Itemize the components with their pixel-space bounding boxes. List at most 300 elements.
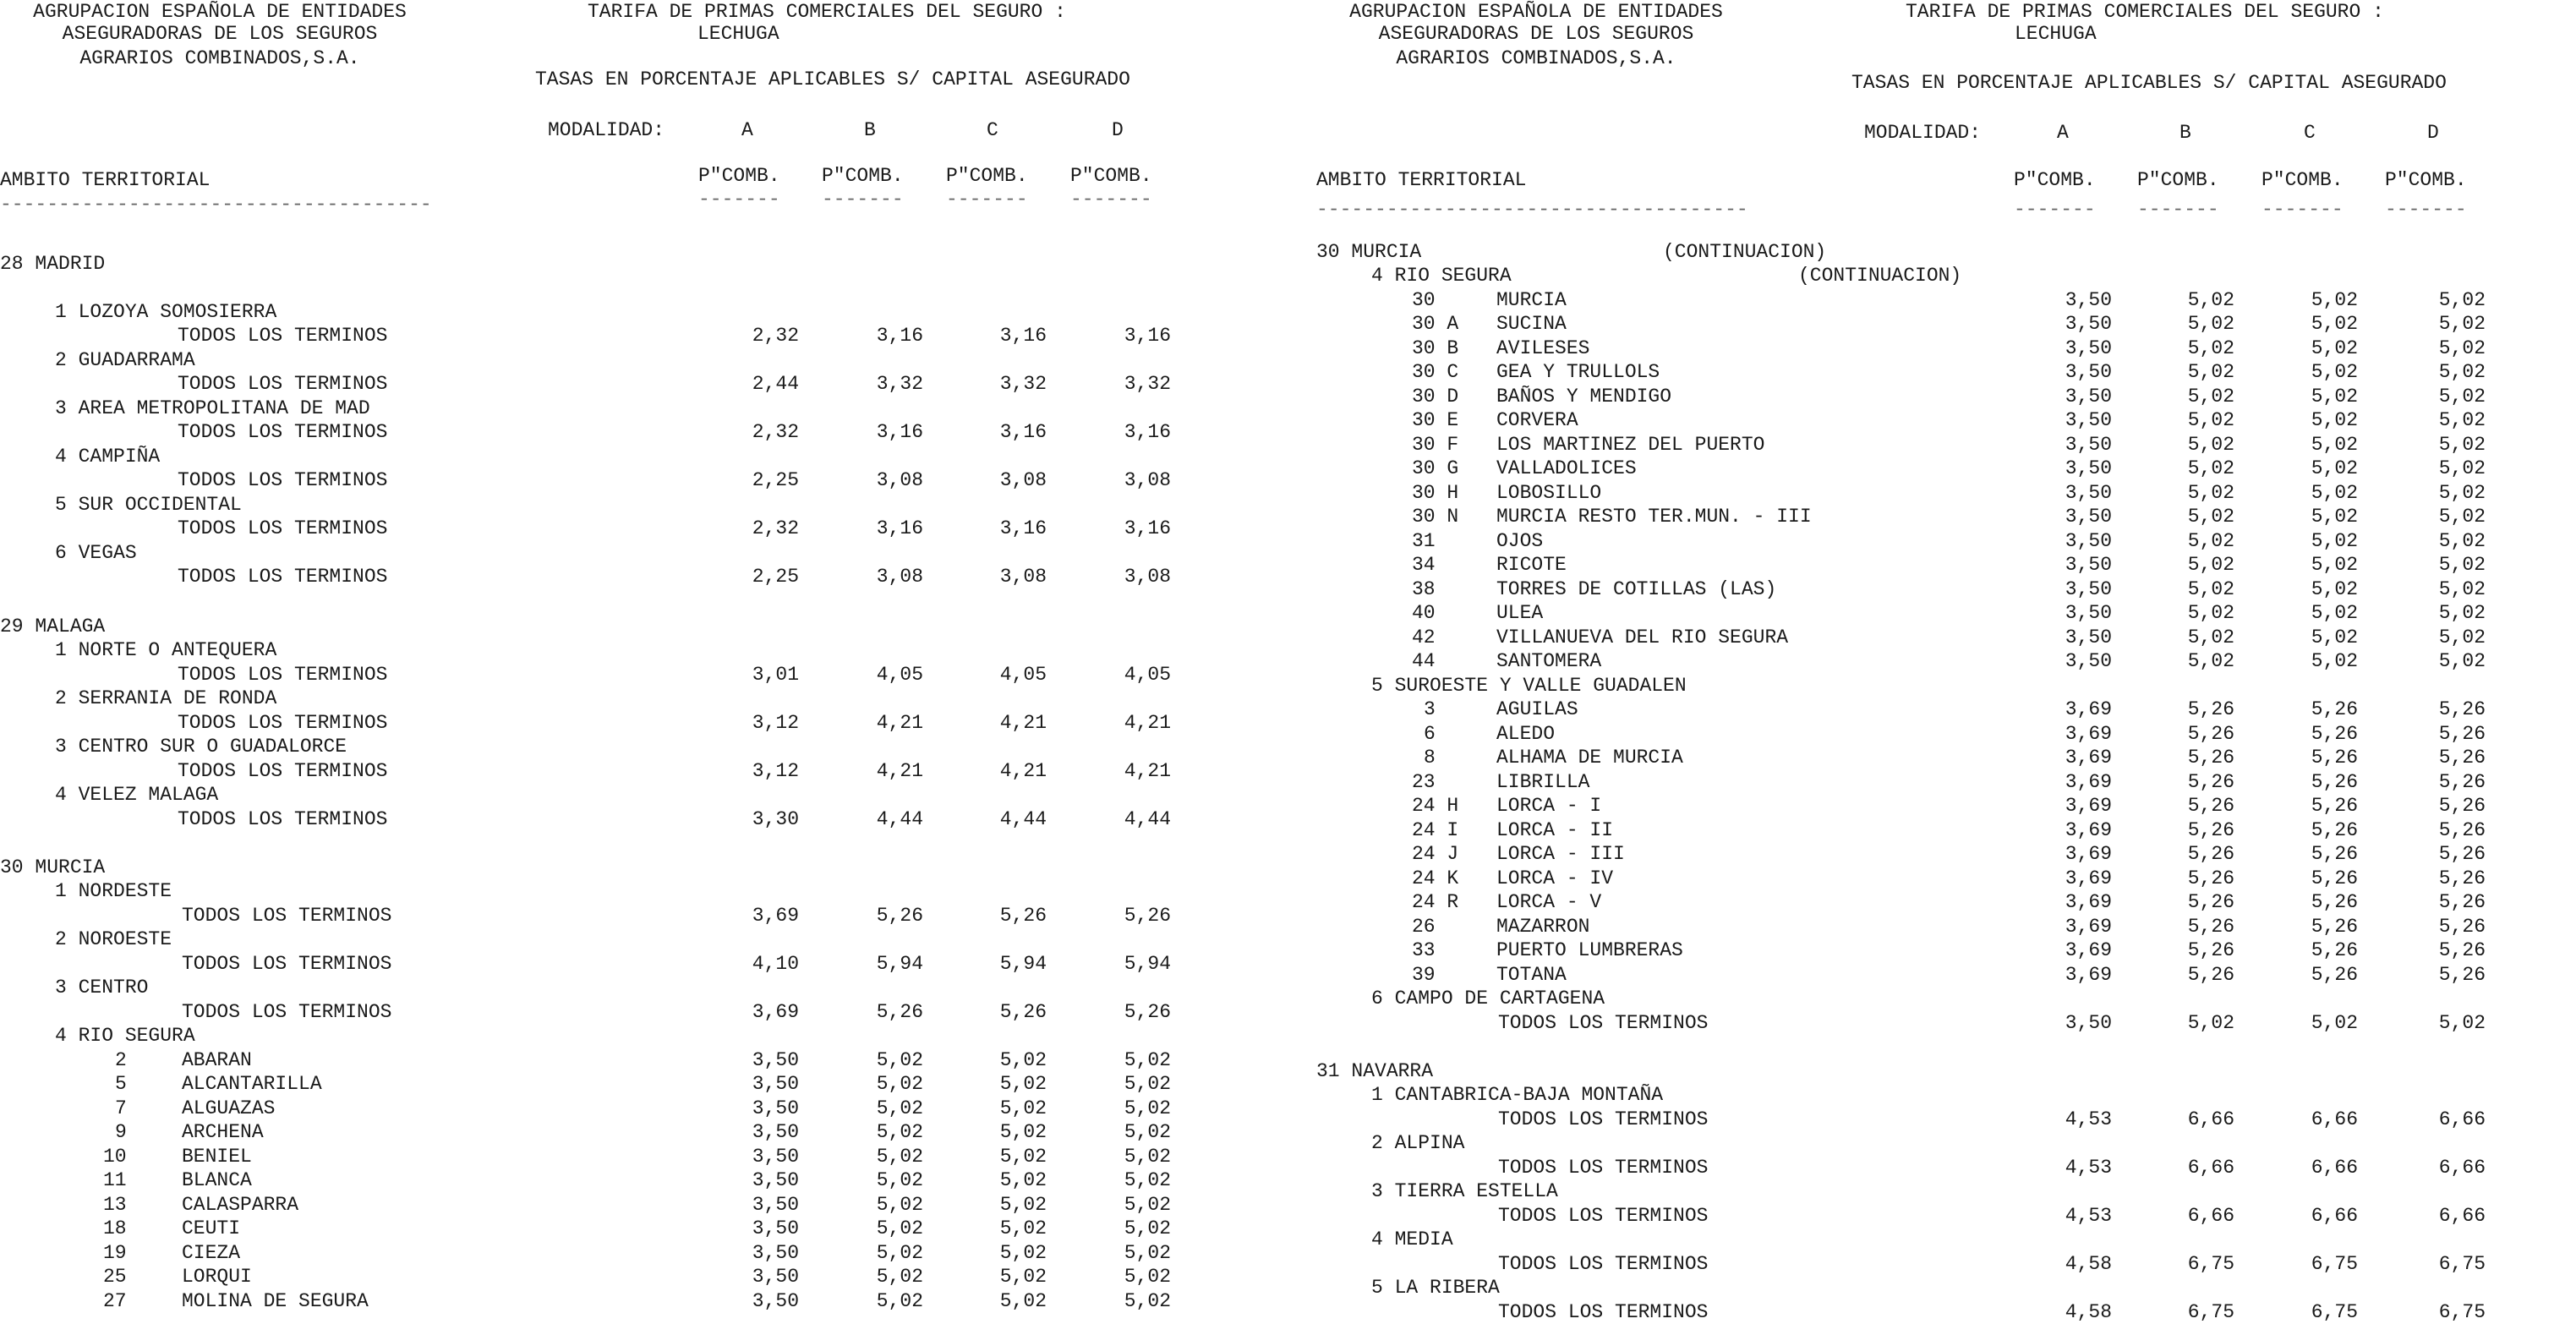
rate-value-c: 5,02 (2311, 289, 2358, 311)
zone-code: 30 B (1412, 337, 1459, 359)
zone-name: LORCA - I (1496, 795, 1602, 817)
rate-value-b: 5,94 (876, 953, 923, 975)
rate-value-a: 3,50 (752, 1242, 799, 1264)
modalidad-b: B (864, 119, 876, 141)
rate-value-a: 2,44 (752, 373, 799, 395)
rate-value-c: 5,02 (999, 1194, 1047, 1216)
rate-value-d: 5,26 (2438, 891, 2486, 913)
rate-value-c: 5,26 (2311, 843, 2358, 865)
rate-value-c: 5,26 (2311, 771, 2358, 793)
ambito-header: AMBITO TERRITORIAL (1316, 169, 1527, 191)
rate-value-d: 5,02 (2438, 602, 2486, 624)
rate-value-a: 3,50 (2065, 386, 2112, 408)
rate-value-d: 5,02 (2438, 289, 2486, 311)
zone-code: 10 (103, 1146, 127, 1168)
zone-code: 30 H (1412, 482, 1459, 504)
rate-value-a: 3,69 (752, 1001, 799, 1023)
zone-code: 38 (1412, 578, 1436, 600)
rate-value-c: 5,26 (999, 1001, 1047, 1023)
all-terms-label: TODOS LOS TERMINOS (178, 421, 388, 443)
rate-value-b: 3,16 (876, 325, 923, 347)
rate-value-a: 3,69 (2065, 795, 2112, 817)
rate-value-b: 5,02 (876, 1217, 923, 1239)
zone-name: LORCA - IV (1496, 867, 1614, 889)
rate-value-b: 4,44 (876, 808, 923, 830)
rate-value-d: 5,26 (2438, 819, 2486, 841)
rule-col-b: ------- (822, 189, 904, 211)
all-terms-label: TODOS LOS TERMINOS (1498, 1108, 1709, 1130)
rate-value-c: 5,26 (2311, 939, 2358, 961)
rate-value-a: 3,50 (2065, 313, 2112, 335)
zone-code: 44 (1412, 650, 1436, 672)
rate-value-a: 3,50 (752, 1146, 799, 1168)
rate-value-c: 5,02 (2311, 530, 2358, 552)
zone-code: 11 (103, 1169, 127, 1191)
rate-value-b: 5,02 (876, 1097, 923, 1119)
zone-name: ALHAMA DE MURCIA (1496, 747, 1683, 769)
rate-value-d: 6,66 (2438, 1157, 2486, 1179)
rate-value-d: 5,26 (2438, 843, 2486, 865)
rate-value-d: 5,02 (2438, 337, 2486, 359)
zone-name: GEA Y TRULLOLS (1496, 361, 1660, 383)
zone-code: 5 (115, 1073, 127, 1095)
rate-value-b: 5,26 (876, 1001, 923, 1023)
zone-code: 19 (103, 1242, 127, 1264)
province-heading: 28 MADRID (0, 253, 106, 275)
comarca-heading: 4 RIO SEGURA (1371, 265, 1512, 287)
rate-value-d: 5,02 (1124, 1097, 1171, 1119)
zone-code: 24 J (1412, 843, 1459, 865)
rate-value-d: 5,26 (1124, 905, 1171, 927)
rate-value-a: 3,50 (2065, 650, 2112, 672)
zone-code: 40 (1412, 602, 1436, 624)
rate-value-b: 5,02 (876, 1146, 923, 1168)
all-terms-label: TODOS LOS TERMINOS (178, 566, 388, 588)
rate-value-b: 5,26 (2187, 819, 2234, 841)
zone-code: 24 I (1412, 819, 1459, 841)
rate-value-a: 3,50 (2065, 361, 2112, 383)
modalidad-a: A (2057, 122, 2069, 144)
comarca-heading: 3 CENTRO SUR O GUADALORCE (55, 736, 347, 758)
rate-value-c: 6,66 (2311, 1157, 2358, 1179)
zone-name: BLANCA (182, 1169, 252, 1191)
modalidad-b: B (2179, 122, 2191, 144)
rate-value-c: 5,02 (999, 1121, 1047, 1143)
rate-value-b: 6,66 (2187, 1108, 2234, 1130)
rate-value-b: 5,26 (2187, 916, 2234, 938)
rate-value-b: 5,02 (2187, 530, 2234, 552)
zone-code: 3 (1424, 698, 1436, 720)
zone-code: 27 (103, 1290, 127, 1312)
rate-value-a: 3,50 (2065, 554, 2112, 576)
rate-value-a: 3,12 (752, 712, 799, 734)
rate-value-a: 2,32 (752, 421, 799, 443)
zone-code: 42 (1412, 626, 1436, 648)
rate-value-c: 5,26 (2311, 964, 2358, 986)
rate-value-d: 4,21 (1124, 760, 1171, 782)
rate-value-b: 5,02 (2187, 602, 2234, 624)
zone-name: CIEZA (182, 1242, 241, 1264)
rate-value-d: 5,26 (2438, 867, 2486, 889)
rule-ambito: ------------------------------------- (1316, 199, 1748, 221)
zone-name: AVILESES (1496, 337, 1590, 359)
rate-value-b: 3,16 (876, 517, 923, 539)
rate-value-c: 5,26 (2311, 795, 2358, 817)
rate-value-b: 5,02 (2187, 289, 2234, 311)
rate-value-a: 3,69 (2065, 723, 2112, 745)
rate-value-d: 5,26 (1124, 1001, 1171, 1023)
org-line-2: ASEGURADORAS DE LOS SEGUROS (62, 23, 378, 45)
comarca-heading: 5 LA RIBERA (1371, 1277, 1500, 1299)
rule-col-c: ------- (946, 189, 1028, 211)
comarca-heading: 6 VEGAS (55, 542, 137, 564)
rate-value-c: 5,02 (999, 1242, 1047, 1264)
rate-value-d: 5,02 (2438, 313, 2486, 335)
comarca-heading: 1 NORDESTE (55, 880, 172, 902)
continuation-note: (CONTINUACION) (1798, 265, 1962, 287)
rate-value-a: 4,53 (2065, 1108, 2112, 1130)
comarca-heading: 1 LOZOYA SOMOSIERRA (55, 301, 277, 323)
comarca-heading: 2 GUADARRAMA (55, 349, 195, 371)
col-header-c: P"COMB. (2262, 169, 2344, 191)
rate-value-b: 5,02 (2187, 650, 2234, 672)
rule-col-b: ------- (2137, 199, 2219, 221)
rate-value-b: 6,75 (2187, 1253, 2234, 1275)
rate-value-c: 5,02 (999, 1217, 1047, 1239)
zone-code: 39 (1412, 964, 1436, 986)
rate-value-d: 5,02 (1124, 1217, 1171, 1239)
rate-value-d: 5,94 (1124, 953, 1171, 975)
rate-value-c: 4,21 (999, 760, 1047, 782)
rate-value-b: 5,02 (2187, 409, 2234, 431)
all-terms-label: TODOS LOS TERMINOS (178, 712, 388, 734)
zone-code: 24 K (1412, 867, 1459, 889)
rate-value-d: 5,02 (2438, 361, 2486, 383)
rate-value-b: 6,75 (2187, 1301, 2234, 1323)
province-heading: 29 MALAGA (0, 615, 106, 637)
rate-value-d: 5,26 (2438, 771, 2486, 793)
comarca-heading: 2 SERRANIA DE RONDA (55, 687, 277, 709)
rate-value-d: 5,02 (2438, 386, 2486, 408)
all-terms-label: TODOS LOS TERMINOS (178, 373, 388, 395)
modalidad-c: C (987, 119, 998, 141)
rate-value-b: 5,26 (2187, 964, 2234, 986)
rate-value-a: 3,50 (752, 1217, 799, 1239)
zone-code: 23 (1412, 771, 1436, 793)
rate-value-a: 4,53 (2065, 1205, 2112, 1227)
rate-value-b: 5,02 (2187, 554, 2234, 576)
rate-value-b: 5,02 (2187, 386, 2234, 408)
rate-value-b: 6,66 (2187, 1205, 2234, 1227)
rate-value-d: 5,02 (2438, 626, 2486, 648)
rate-value-a: 3,69 (2065, 843, 2112, 865)
rate-value-c: 5,02 (999, 1146, 1047, 1168)
ambito-header: AMBITO TERRITORIAL (0, 169, 211, 191)
zone-name: ARCHENA (182, 1121, 264, 1143)
zone-name: VALLADOLICES (1496, 457, 1637, 479)
rate-value-a: 3,50 (752, 1290, 799, 1312)
zone-name: AGUILAS (1496, 698, 1578, 720)
rate-value-b: 5,02 (2187, 578, 2234, 600)
rate-value-d: 3,16 (1124, 421, 1171, 443)
tarifa-title: TARIFA DE PRIMAS COMERCIALES DEL SEGURO : (588, 1, 1066, 23)
rate-value-b: 5,02 (2187, 361, 2234, 383)
rate-value-a: 3,50 (2065, 578, 2112, 600)
rate-value-b: 5,02 (876, 1194, 923, 1216)
zone-code: 26 (1412, 916, 1436, 938)
comarca-heading: 3 CENTRO (55, 977, 149, 998)
zone-name: LORCA - V (1496, 891, 1602, 913)
rate-value-c: 3,16 (999, 517, 1047, 539)
rate-value-d: 5,26 (2438, 964, 2486, 986)
rate-value-d: 4,44 (1124, 808, 1171, 830)
rate-value-a: 3,69 (2065, 939, 2112, 961)
rate-value-c: 5,02 (999, 1266, 1047, 1288)
rate-value-b: 5,02 (2187, 457, 2234, 479)
modalidad-a: A (741, 119, 753, 141)
comarca-heading: 2 ALPINA (1371, 1132, 1465, 1154)
rate-value-a: 3,69 (2065, 891, 2112, 913)
tasas-line: TASAS EN PORCENTAJE APLICABLES S/ CAPITAL ASEGURADO (535, 68, 1130, 90)
comarca-heading: 2 NOROESTE (55, 928, 172, 950)
rate-value-d: 5,02 (1124, 1169, 1171, 1191)
rate-value-c: 6,66 (2311, 1205, 2358, 1227)
rate-value-c: 5,02 (2311, 386, 2358, 408)
org-line-1: AGRUPACION ESPAÑOLA DE ENTIDADES (1349, 1, 1723, 23)
zone-name: RICOTE (1496, 554, 1567, 576)
zone-code: 8 (1424, 747, 1436, 769)
tarifa-title: TARIFA DE PRIMAS COMERCIALES DEL SEGURO : (1906, 1, 2384, 23)
modalidad-d: D (2427, 122, 2439, 144)
rate-value-a: 2,25 (752, 566, 799, 588)
rate-value-c: 3,16 (999, 421, 1047, 443)
all-terms-label: TODOS LOS TERMINOS (178, 325, 388, 347)
all-terms-label: TODOS LOS TERMINOS (182, 1001, 392, 1023)
rate-value-a: 3,50 (2065, 289, 2112, 311)
rate-value-b: 6,66 (2187, 1157, 2234, 1179)
zone-code: 6 (1424, 723, 1436, 745)
rate-value-d: 5,26 (2438, 795, 2486, 817)
rate-value-c: 5,26 (2311, 867, 2358, 889)
all-terms-label: TODOS LOS TERMINOS (1498, 1301, 1709, 1323)
rate-value-c: 5,02 (999, 1097, 1047, 1119)
rate-value-a: 3,12 (752, 760, 799, 782)
col-header-d: P"COMB. (1070, 165, 1152, 187)
zone-code: 2 (115, 1049, 127, 1071)
all-terms-label: TODOS LOS TERMINOS (1498, 1253, 1709, 1275)
rule-col-d: ------- (2385, 199, 2467, 221)
zone-name: PUERTO LUMBRERAS (1496, 939, 1683, 961)
rate-value-b: 5,02 (2187, 337, 2234, 359)
all-terms-label: TODOS LOS TERMINOS (182, 953, 392, 975)
rate-value-c: 4,05 (999, 664, 1047, 686)
rate-value-d: 5,02 (2438, 506, 2486, 528)
rate-value-c: 3,32 (999, 373, 1047, 395)
all-terms-label: TODOS LOS TERMINOS (178, 664, 388, 686)
zone-name: MURCIA (1496, 289, 1567, 311)
rate-value-d: 4,21 (1124, 712, 1171, 734)
rate-value-d: 5,02 (1124, 1266, 1171, 1288)
rate-value-b: 3,08 (876, 566, 923, 588)
rate-value-c: 5,02 (999, 1169, 1047, 1191)
rate-value-a: 3,50 (752, 1266, 799, 1288)
rate-value-c: 5,02 (2311, 409, 2358, 431)
rate-value-d: 5,02 (2438, 530, 2486, 552)
rate-value-c: 5,26 (999, 905, 1047, 927)
comarca-heading: 4 VELEZ MALAGA (55, 784, 219, 806)
all-terms-label: TODOS LOS TERMINOS (182, 905, 392, 927)
all-terms-label: TODOS LOS TERMINOS (1498, 1205, 1709, 1227)
rate-value-b: 5,26 (2187, 698, 2234, 720)
rate-value-d: 3,32 (1124, 373, 1171, 395)
zone-code: 30 (1412, 289, 1436, 311)
rate-value-c: 5,02 (2311, 434, 2358, 456)
rate-value-b: 5,02 (876, 1169, 923, 1191)
tarifa-crop: LECHUGA (697, 23, 779, 45)
rate-value-c: 5,26 (2311, 747, 2358, 769)
rate-value-b: 5,02 (876, 1121, 923, 1143)
rate-value-d: 5,26 (2438, 747, 2486, 769)
page-left (0, 0, 1260, 1323)
rate-value-d: 5,02 (2438, 409, 2486, 431)
zone-name: CORVERA (1496, 409, 1578, 431)
rate-value-d: 3,08 (1124, 469, 1171, 491)
rate-value-d: 6,66 (2438, 1205, 2486, 1227)
rate-value-d: 5,02 (2438, 578, 2486, 600)
rate-value-d: 6,66 (2438, 1108, 2486, 1130)
rate-value-b: 4,05 (876, 664, 923, 686)
rate-value-d: 5,26 (2438, 698, 2486, 720)
rate-value-b: 5,02 (2187, 506, 2234, 528)
zone-name: MAZARRON (1496, 916, 1590, 938)
comarca-heading: 3 AREA METROPOLITANA DE MAD (55, 397, 370, 419)
zone-name: LOBOSILLO (1496, 482, 1602, 504)
zone-code: 34 (1412, 554, 1436, 576)
col-header-b: P"COMB. (822, 165, 904, 187)
rate-value-d: 5,02 (2438, 457, 2486, 479)
rate-value-c: 5,02 (2311, 337, 2358, 359)
all-terms-label: TODOS LOS TERMINOS (178, 760, 388, 782)
rate-value-b: 5,26 (2187, 843, 2234, 865)
rate-value-b: 5,02 (2187, 482, 2234, 504)
zone-name: MURCIA RESTO TER.MUN. - III (1496, 506, 1812, 528)
comarca-heading: 6 CAMPO DE CARTAGENA (1371, 988, 1605, 1009)
zone-name: TORRES DE COTILLAS (LAS) (1496, 578, 1777, 600)
rate-value-b: 5,26 (876, 905, 923, 927)
rate-value-a: 3,69 (2065, 698, 2112, 720)
rate-value-a: 3,50 (752, 1097, 799, 1119)
rule-ambito: ------------------------------------- (0, 194, 432, 216)
rate-value-d: 5,02 (2438, 1012, 2486, 1034)
comarca-heading: 5 SUROESTE Y VALLE GUADALEN (1371, 675, 1687, 697)
all-terms-label: TODOS LOS TERMINOS (178, 808, 388, 830)
modalidad-c: C (2304, 122, 2316, 144)
rate-value-b: 5,02 (876, 1242, 923, 1264)
rate-value-b: 5,02 (2187, 1012, 2234, 1034)
rate-value-c: 5,02 (2311, 626, 2358, 648)
rate-value-b: 4,21 (876, 760, 923, 782)
rate-value-a: 4,58 (2065, 1301, 2112, 1323)
rate-value-c: 5,02 (2311, 361, 2358, 383)
zone-name: VILLANUEVA DEL RIO SEGURA (1496, 626, 1789, 648)
rate-value-a: 4,53 (2065, 1157, 2112, 1179)
zone-code: 30 D (1412, 386, 1459, 408)
rate-value-d: 5,02 (2438, 434, 2486, 456)
zone-code: 30 F (1412, 434, 1459, 456)
rate-value-b: 3,16 (876, 421, 923, 443)
comarca-heading: 4 CAMPIÑA (55, 446, 161, 468)
col-header-a: P"COMB. (2014, 169, 2096, 191)
rate-value-d: 5,26 (2438, 916, 2486, 938)
rate-value-a: 3,69 (2065, 819, 2112, 841)
rate-value-b: 3,32 (876, 373, 923, 395)
rate-value-d: 6,75 (2438, 1301, 2486, 1323)
org-line-3: AGRARIOS COMBINADOS,S.A. (79, 47, 360, 69)
comarca-heading: 1 NORTE O ANTEQUERA (55, 639, 277, 661)
zone-code: 25 (103, 1266, 127, 1288)
province-heading: 30 MURCIA (0, 856, 106, 878)
rate-value-d: 3,16 (1124, 325, 1171, 347)
zone-name: ALEDO (1496, 723, 1556, 745)
comarca-heading: 4 RIO SEGURA (55, 1025, 195, 1047)
zone-name: LIBRILLA (1496, 771, 1590, 793)
rate-value-a: 3,50 (2065, 530, 2112, 552)
rate-value-b: 5,02 (876, 1073, 923, 1095)
rate-value-a: 3,30 (752, 808, 799, 830)
page-right (1316, 0, 2576, 1323)
rate-value-d: 5,02 (2438, 554, 2486, 576)
rate-value-c: 5,02 (999, 1049, 1047, 1071)
rate-value-c: 5,02 (2311, 1012, 2358, 1034)
zone-name: LORQUI (182, 1266, 252, 1288)
zone-name: CEUTI (182, 1217, 241, 1239)
rate-value-d: 5,02 (1124, 1290, 1171, 1312)
zone-code: 30 G (1412, 457, 1459, 479)
rate-value-d: 5,02 (1124, 1073, 1171, 1095)
rate-value-b: 5,02 (876, 1049, 923, 1071)
province-heading: 31 NAVARRA (1316, 1060, 1434, 1082)
rate-value-a: 3,69 (2065, 867, 2112, 889)
zone-name: BENIEL (182, 1146, 252, 1168)
all-terms-label: TODOS LOS TERMINOS (1498, 1157, 1709, 1179)
zone-name: LOS MARTINEZ DEL PUERTO (1496, 434, 1765, 456)
rate-value-a: 3,50 (2065, 602, 2112, 624)
modalidad-label: MODALIDAD: (1864, 122, 1982, 144)
rate-value-c: 5,26 (2311, 891, 2358, 913)
rate-value-a: 2,32 (752, 517, 799, 539)
rate-value-a: 3,69 (2065, 771, 2112, 793)
rate-value-d: 5,02 (1124, 1146, 1171, 1168)
rate-value-b: 5,26 (2187, 891, 2234, 913)
all-terms-label: TODOS LOS TERMINOS (1498, 1012, 1709, 1034)
rate-value-b: 5,02 (2187, 434, 2234, 456)
rate-value-a: 3,50 (2065, 506, 2112, 528)
rate-value-d: 5,02 (2438, 650, 2486, 672)
rate-value-c: 5,02 (2311, 313, 2358, 335)
zone-code: 7 (115, 1097, 127, 1119)
comarca-heading: 3 TIERRA ESTELLA (1371, 1180, 1558, 1202)
col-header-a: P"COMB. (698, 165, 780, 187)
rate-value-a: 3,50 (2065, 482, 2112, 504)
zone-code: 30 E (1412, 409, 1459, 431)
org-line-1: AGRUPACION ESPAÑOLA DE ENTIDADES (33, 1, 407, 23)
rate-value-c: 5,02 (2311, 554, 2358, 576)
rate-value-b: 3,08 (876, 469, 923, 491)
zone-code: 30 N (1412, 506, 1459, 528)
rate-value-b: 5,26 (2187, 771, 2234, 793)
org-line-2: ASEGURADORAS DE LOS SEGUROS (1378, 23, 1694, 45)
continuation-note: (CONTINUACION) (1663, 241, 1827, 263)
